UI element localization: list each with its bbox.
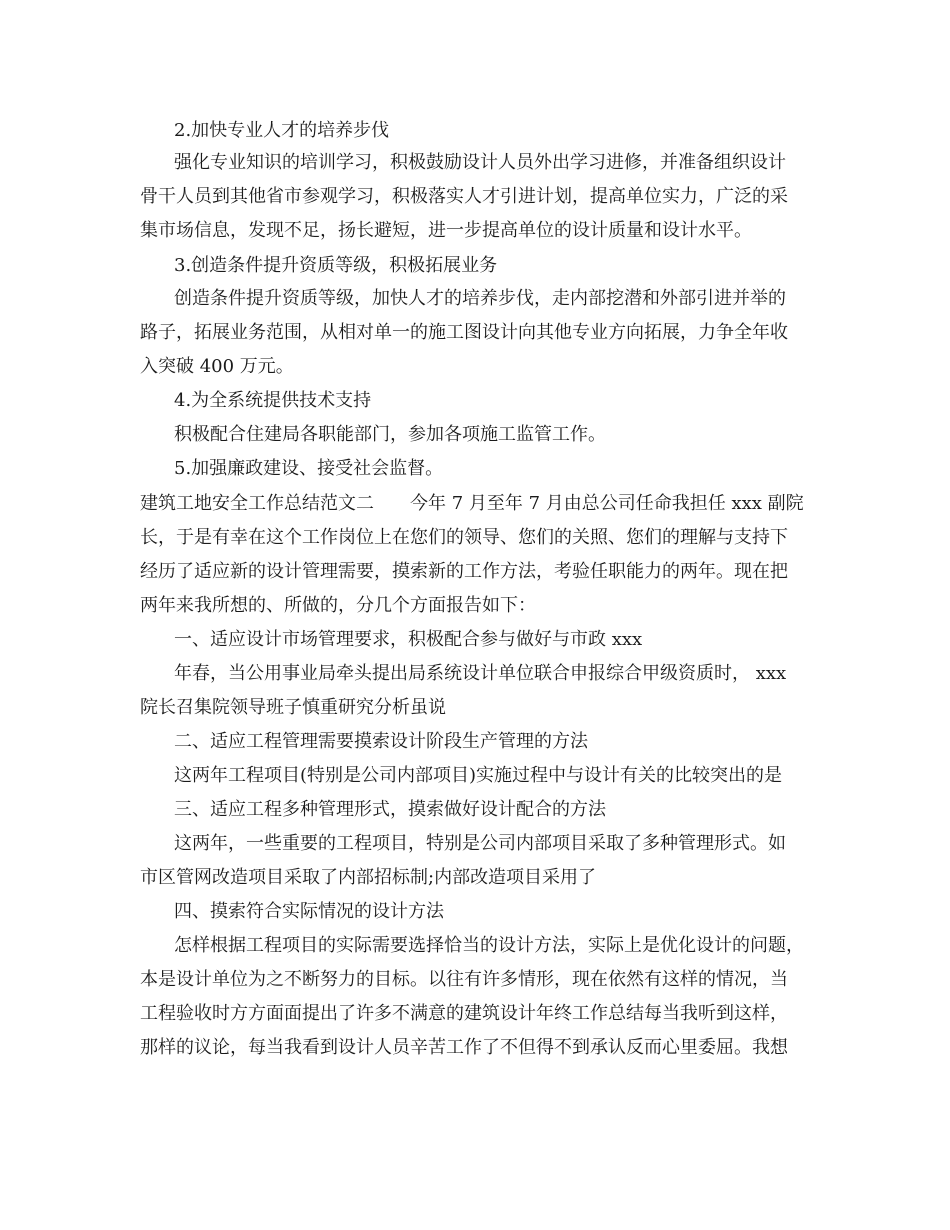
text-line: 建筑工地安全工作总结范文二 今年 7 月至年 7 月由总公司任命我担任 xxx 副院 <box>140 493 804 514</box>
text-line: 创造条件提升资质等级，加快人才的培养步伐，走内部挖潜和外部引进并举的 <box>174 288 786 309</box>
text-line: 骨干人员到其他省市参观学习，积极落实人才引进计划，提高单位实力，广泛的采 <box>140 186 788 207</box>
text-line: 院长召集院领导班子慎重研究分析虽说 <box>140 697 446 718</box>
text-line: 这两年工程项目(特别是公司内部项目)实施过程中与设计有关的比较突出的是 <box>174 765 783 786</box>
text-line: 集市场信息，发现不足，扬长避短，进一步提高单位的设计质量和设计水平。 <box>140 220 752 241</box>
text-line: 年春，当公用事业局牵头提出局系统设计单位联合申报综合甲级资质时， xxx <box>174 663 787 684</box>
text-line: 长，于是有幸在这个工作岗位上在您们的领导、您们的关照、您们的理解与支持下 <box>140 527 788 548</box>
text-line: 强化专业知识的培训学习，积极鼓励设计人员外出学习进修，并准备组织设计 <box>174 152 786 173</box>
text-line: 入突破 400 万元。 <box>140 356 294 377</box>
text-line: 四、摸索符合实际情况的设计方法 <box>174 901 444 922</box>
text-line: 那样的议论，每当我看到设计人员辛苦工作了不但得不到承认反而心里委屈。我想 <box>140 1037 788 1058</box>
text-line: 三、适应工程多种管理形式，摸索做好设计配合的方法 <box>174 799 606 820</box>
text-line: 市区管网改造项目采取了内部招标制;内部改造项目采用了 <box>140 867 597 888</box>
text-line: 2.加快专业人才的培养步伐 <box>174 120 390 141</box>
text-line: 经历了适应新的设计管理需要，摸索新的工作方法，考验任职能力的两年。现在把 <box>140 561 788 582</box>
text-line: 二、适应工程管理需要摸索设计阶段生产管理的方法 <box>174 731 588 752</box>
text-line: 本是设计单位为之不断努力的目标。以往有许多情形，现在依然有这样的情况，当 <box>140 969 788 990</box>
text-line: 5.加强廉政建设、接受社会监督。 <box>174 458 444 479</box>
text-line: 积极配合住建局各职能部门，参加各项施工监管工作。 <box>174 424 606 445</box>
text-line: 路子，拓展业务范围，从相对单一的施工图设计向其他专业方向拓展，力争全年收 <box>140 322 788 343</box>
text-line: 工程验收时方方面面提出了许多不满意的建筑设计年终工作总结每当我听到这样， <box>140 1003 788 1024</box>
text-line: 一、适应设计市场管理要求，积极配合参与做好与市政 xxx <box>174 629 643 650</box>
text-line: 怎样根据工程项目的实际需要选择恰当的设计方法，实际上是优化设计的问题， <box>174 935 804 956</box>
text-line: 4.为全系统提供技术支持 <box>174 390 372 411</box>
text-line: 两年来我所想的、所做的，分几个方面报告如下： <box>140 595 536 616</box>
text-line: 这两年，一些重要的工程项目，特别是公司内部项目采取了多种管理形式。如 <box>174 833 786 854</box>
text-line: 3.创造条件提升资质等级，积极拓展业务 <box>174 255 498 276</box>
